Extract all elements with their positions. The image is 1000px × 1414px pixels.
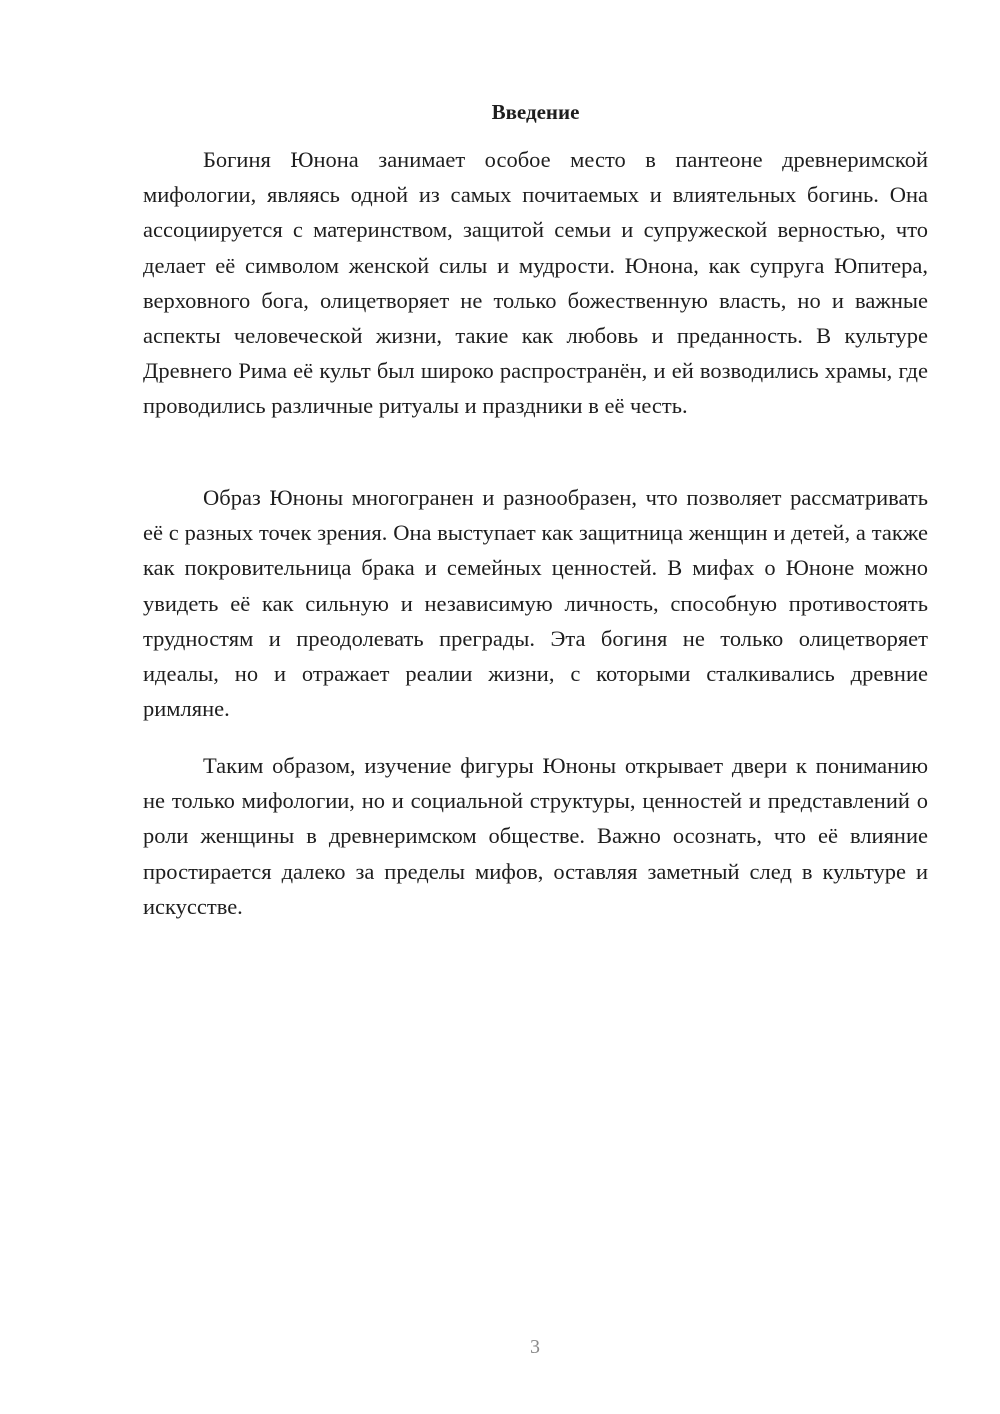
- page-number: 3: [530, 1336, 540, 1358]
- paragraph-3: Таким образом, изучение фигуры Юноны открывает двери к пониманию не только мифологии, но и социальной структуры, ценностей и представлений о роли женщины в древнеримском обществе. Важно осознать, что её влияние простирается далеко за пределы мифов, оставляя заметный след в культуре и искусстве.: [143, 753, 928, 919]
- paragraph-2: Образ Юноны многогранен и разнообразен, что позволяет рассматривать её с разных точек зрения. Она выступает как защитница женщин и детей, а также как покровительница брака и семейных ценностей. В мифах о Юноне можно увидеть её как сильную и независимую личность, способную противостоять трудностям и преодолевать преграды. Эта богиня не только олицетворяет идеалы, но и отражает реалии жизни, с которыми сталкивались древние римляне.: [143, 485, 928, 722]
- paragraph-1: Богиня Юнона занимает особое место в пантеоне древнеримской мифологии, являясь одной из самых почитаемых и влиятельных богинь. Она ассоциируется с материнством, защитой семьи и супружеской верностью, что делает её символом женской силы и мудрости. Юнона, как супруга Юпитера, верховного бога, олицетворяет не только божественную власть, но и важные аспекты человеческой жизни, такие как любовь и преданность. В культуре Древнего Рима её культ был широко распространён, и ей возводились храмы, где проводились различные ритуалы и праздники в её честь.: [143, 147, 928, 419]
- page-title: Введение: [491, 100, 580, 124]
